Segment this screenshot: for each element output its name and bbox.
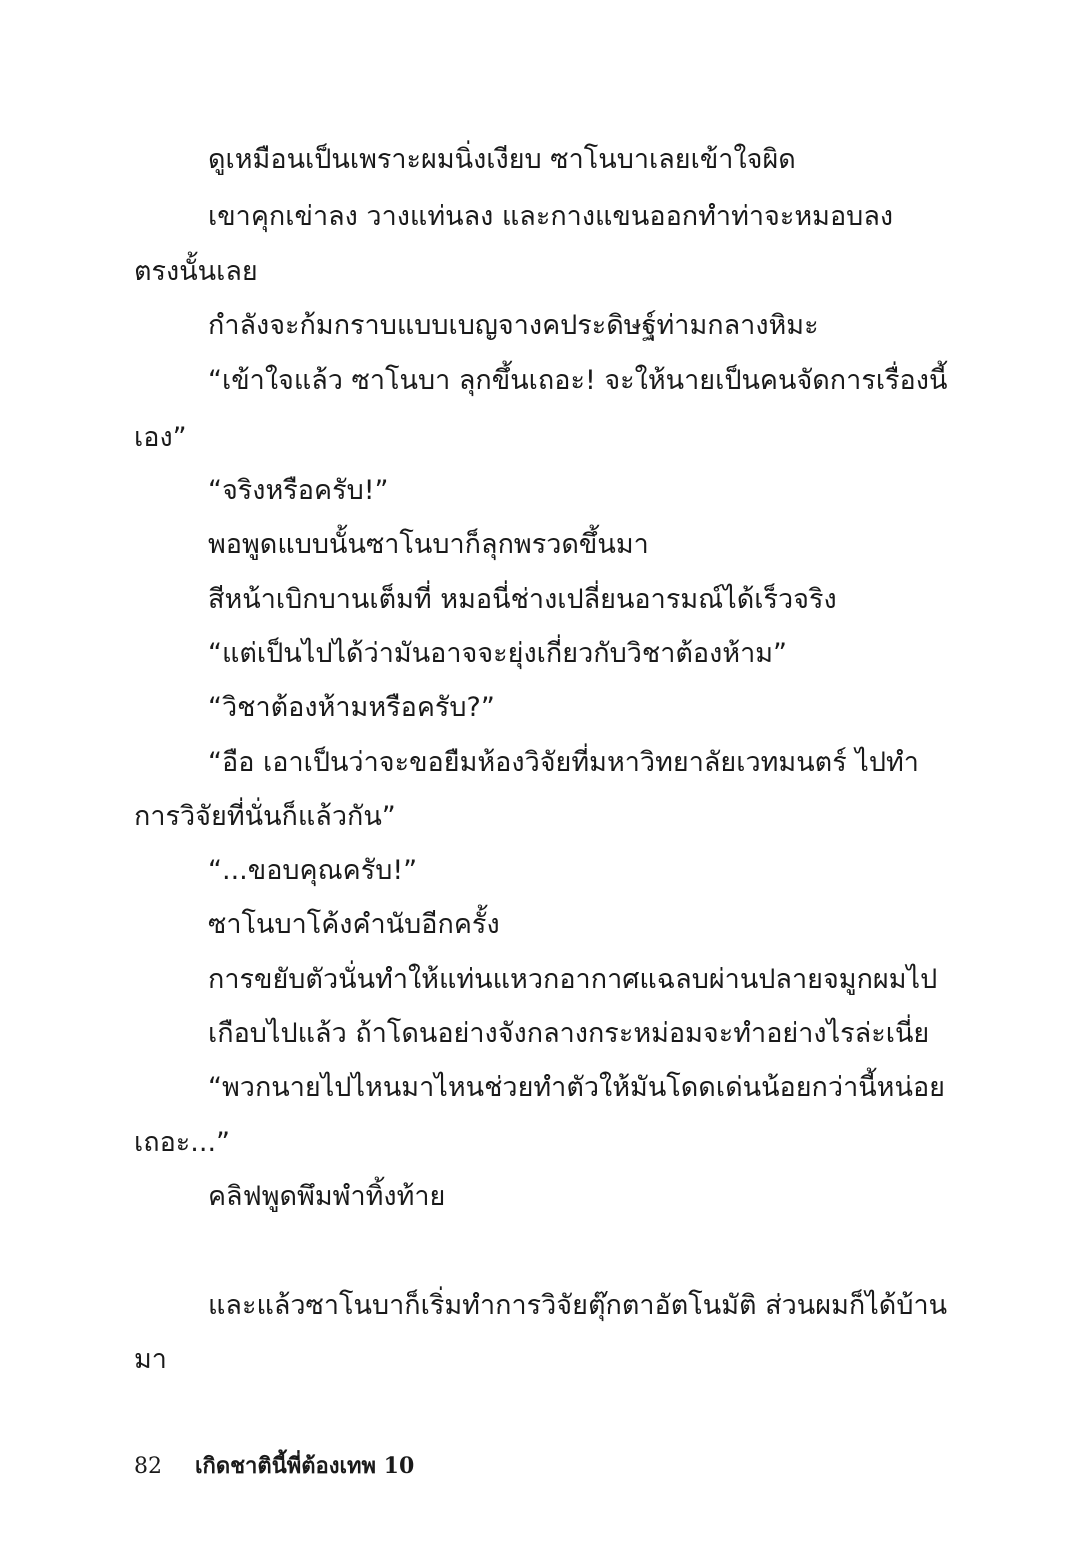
paragraph-line: เอง” [134,422,187,453]
paragraph-line: สีหน้าเบิกบานเต็มที่ หมอนี่ช่างเปลี่ยนอารมณ์ได้เร็วจริง [208,584,837,615]
paragraph-line: “เข้าใจแล้ว ซาโนบา ลุกขึ้นเถอะ! จะให้นายเป็นคนจัดการเรื่องนี้ [208,365,948,396]
paragraph-line: “แต่เป็นไปได้ว่ามันอาจจะยุ่งเกี่ยวกับวิชาต้องห้าม” [208,638,788,669]
paragraph-line: กำลังจะก้มกราบแบบเบญจางคประดิษฐ์ท่ามกลางหิมะ [208,310,819,341]
paragraph-line: พอพูดแบบนั้นซาโนบาก็ลุกพรวดขึ้นมา [208,529,649,560]
paragraph-line: ดูเหมือนเป็นเพราะผมนิ่งเงียบ ซาโนบาเลยเข้าใจผิด [208,144,796,175]
paragraph-line: คลิฟพูดพึมพำทิ้งท้าย [208,1181,446,1212]
page-footer [134,1450,414,1483]
paragraph-line: เกือบไปแล้ว ถ้าโดนอย่างจังกลางกระหม่อมจะทำอย่างไรล่ะเนี่ย [208,1018,930,1049]
paragraph-line: “อือ เอาเป็นว่าจะขอยืมห้องวิจัยที่มหาวิทยาลัยเวทมนตร์ ไปทำ [208,747,919,778]
paragraph-line: เขาคุกเข่าลง วางแท่นลง และกางแขนออกทำท่าจะหมอบลง [208,201,894,232]
paragraph-line: การขยับตัวนั่นทำให้แท่นแหวกอากาศแฉลบผ่านปลายจมูกผมไป [208,964,938,995]
paragraph-line: มา [134,1344,167,1375]
paragraph-line: ตรงนั้นเลย [134,256,258,287]
paragraph-line: และแล้วซาโนบาก็เริ่มทำการวิจัยตุ๊กตาอัตโนมัติ ส่วนผมก็ได้บ้าน [208,1290,948,1321]
paragraph-line: “พวกนายไปไหนมาไหนช่วยทำตัวให้มันโดดเด่นน้อยกว่านี้หน่อย [208,1072,945,1103]
page-number: 82 [134,1454,162,1479]
paragraph-line: “วิชาต้องห้ามหรือครับ?” [208,692,495,723]
paragraph-line: “จริงหรือครับ!” [208,475,389,506]
book-title: เกิดชาตินี้พี่ต้องเทพ 10 [195,1453,415,1479]
paragraph-line: การวิจัยที่นั่นก็แล้วกัน” [134,801,396,832]
paragraph-line: เถอะ...” [134,1127,231,1158]
paragraph-line: ซาโนบาโค้งคำนับอีกครั้ง [208,909,500,940]
paragraph-line: “...ขอบคุณครับ!” [208,855,418,886]
